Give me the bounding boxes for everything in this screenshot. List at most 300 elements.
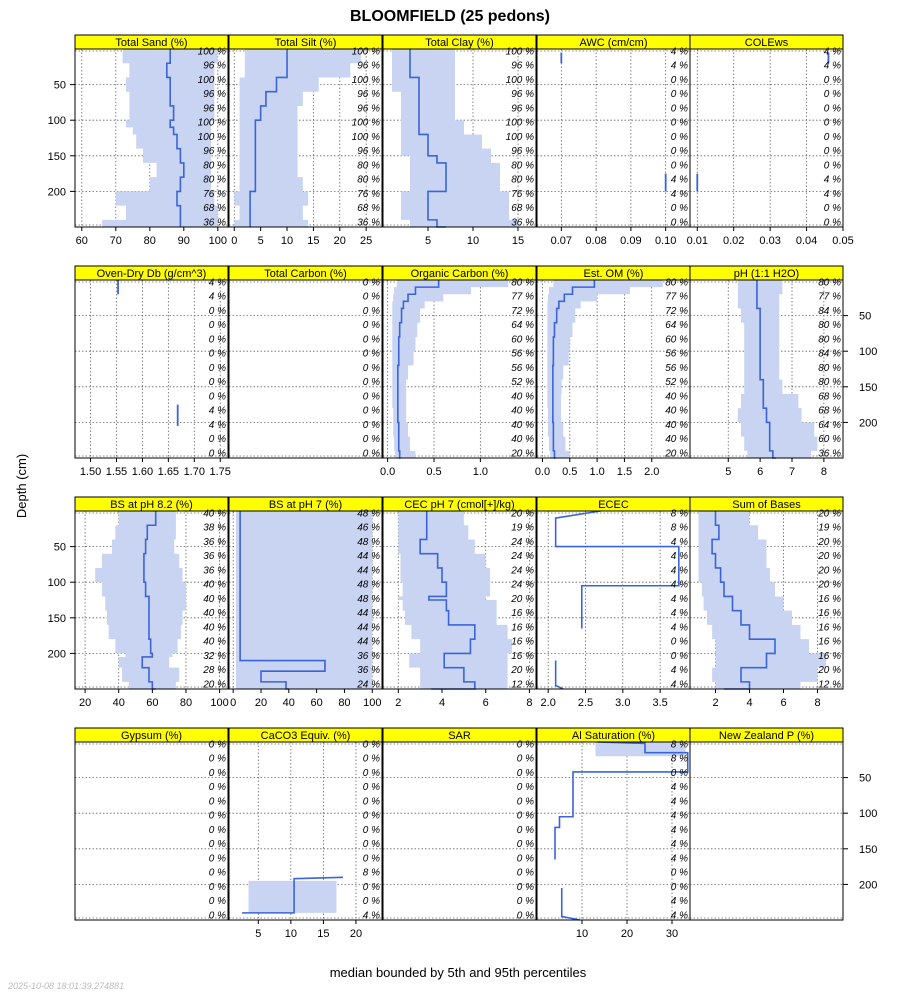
percentile-band-sum-of-bases	[699, 511, 827, 689]
pct-label-total-clay: 96 %	[511, 146, 534, 158]
pct-label-al-saturation: 0 %	[670, 767, 688, 779]
pct-label-total-sand: 76 %	[203, 188, 226, 200]
y-tick-label-left: 50	[53, 79, 66, 92]
pct-label-organic-carbon: 60 %	[511, 334, 534, 346]
y-axis-label: Depth (cm)	[14, 453, 29, 519]
pct-label-est-om: 64 %	[665, 320, 688, 332]
pct-label-awc-cm-cm: 0 %	[670, 203, 688, 215]
panel-frame-total-carbon	[229, 280, 382, 458]
percentile-band-cec-ph-7-cmol-kg	[398, 511, 512, 689]
pct-label-gypsum: 0 %	[208, 753, 226, 765]
x-tick-label-al-saturation: 30	[665, 928, 679, 940]
pct-label-total-clay: 96 %	[511, 89, 534, 101]
timestamp: 2025-10-08 18:01:39.274881	[8, 981, 125, 991]
pct-label-caco3-equiv: 0 %	[362, 824, 380, 836]
x-tick-label-oven-dry-db-g-cm-3: 1.50	[79, 466, 102, 478]
pct-label-awc-cm-cm: 0 %	[670, 131, 688, 143]
pct-label-est-om: 20 %	[665, 448, 688, 460]
pct-label-gypsum: 0 %	[208, 796, 226, 808]
pct-label-sum-of-bases: 16 %	[818, 636, 841, 648]
pct-label-total-clay: 96 %	[511, 103, 534, 115]
pct-label-total-carbon: 0 %	[362, 419, 380, 431]
x-tick-label-awc-cm-cm: 0.07	[550, 235, 573, 247]
percentile-band-caco3-equiv	[249, 881, 337, 913]
pct-label-caco3-equiv: 0 %	[362, 896, 380, 908]
pct-label-total-sand: 96 %	[203, 146, 226, 158]
x-tick-label-ph-1-1-h2o: 6	[757, 466, 764, 478]
pct-label-ecec: 4 %	[670, 622, 688, 634]
strip-label-sum-of-bases: Sum of Bases	[732, 499, 801, 511]
pct-label-awc-cm-cm: 4 %	[670, 174, 688, 186]
pct-label-est-om: 60 %	[665, 334, 688, 346]
pct-label-total-sand: 80 %	[203, 160, 226, 172]
x-tick-label-cec-ph-7-cmol-kg: 2	[395, 697, 402, 709]
x-tick-label-est-om: 1.0	[589, 466, 605, 478]
x-tick-label-est-om: 0.5	[562, 466, 578, 478]
pct-label-cec-ph-7-cmol-kg: 16 %	[511, 622, 534, 634]
pct-label-ph-1-1-h2o: 80 %	[818, 277, 841, 289]
pct-label-al-saturation: 4 %	[670, 824, 688, 836]
pct-label-colews: 4 %	[823, 46, 841, 58]
y-tick-label-left: 50	[53, 541, 66, 554]
pct-label-est-om: 40 %	[665, 405, 688, 417]
percentile-band-ph-1-1-h2o	[738, 280, 818, 458]
pct-label-ecec: 4 %	[670, 608, 688, 620]
pct-label-ph-1-1-h2o: 68 %	[818, 405, 841, 417]
pct-label-total-carbon: 0 %	[362, 434, 380, 446]
pct-label-ecec: 4 %	[670, 579, 688, 591]
percentile-band-total-silt	[234, 49, 361, 227]
pct-label-organic-carbon: 80 %	[511, 277, 534, 289]
pct-label-cec-ph-7-cmol-kg: 24 %	[511, 551, 534, 563]
pct-label-total-carbon: 0 %	[362, 277, 380, 289]
pct-label-colews: 4 %	[823, 174, 841, 186]
pct-label-ph-1-1-h2o: 84 %	[818, 305, 841, 317]
x-tick-label-total-sand: 60	[75, 235, 88, 247]
x-tick-label-ph-1-1-h2o: 8	[820, 466, 827, 478]
pct-label-total-silt: 80 %	[357, 174, 380, 186]
x-tick-label-colews: 0.03	[759, 235, 781, 247]
pct-label-est-om: 72 %	[665, 305, 688, 317]
pct-label-ph-1-1-h2o: 60 %	[818, 434, 841, 446]
pct-label-total-clay: 100 %	[505, 46, 534, 58]
x-tick-label-caco3-equiv: 20	[349, 928, 363, 940]
pct-label-total-clay: 100 %	[505, 117, 534, 129]
pct-label-total-carbon: 0 %	[362, 305, 380, 317]
pct-label-est-om: 52 %	[665, 377, 688, 389]
pct-label-total-silt: 96 %	[357, 89, 380, 101]
pct-label-est-om: 40 %	[665, 434, 688, 446]
pct-label-organic-carbon: 77 %	[511, 291, 534, 303]
strip-label-organic-carbon: Organic Carbon (%)	[410, 268, 509, 280]
pct-label-total-carbon: 0 %	[362, 291, 380, 303]
pct-label-total-sand: 96 %	[203, 60, 226, 72]
pct-label-al-saturation: 4 %	[670, 796, 688, 808]
x-tick-label-cec-ph-7-cmol-kg: 4	[438, 697, 446, 709]
pct-label-al-saturation: 4 %	[670, 896, 688, 908]
pct-label-total-silt: 68 %	[357, 203, 380, 215]
chart-title: BLOOMFIELD (25 pedons)	[350, 8, 550, 25]
y-tick-label-left: 150	[47, 612, 66, 625]
pct-label-ph-1-1-h2o: 80 %	[818, 377, 841, 389]
pct-label-cec-ph-7-cmol-kg: 19 %	[511, 522, 534, 534]
panel-frame-ecec	[537, 511, 690, 689]
x-tick-label-total-sand: 80	[143, 235, 156, 247]
y-tick-label-right: 100	[859, 808, 878, 821]
pct-label-colews: 0 %	[823, 217, 841, 229]
x-tick-label-colews: 0.05	[832, 235, 854, 247]
pct-label-ecec: 0 %	[670, 650, 688, 662]
pct-label-bs-at-ph-7: 48 %	[357, 536, 380, 548]
strip-label-bs-at-ph-7: BS at pH 7 (%)	[268, 499, 343, 511]
pct-label-bs-at-ph-7: 44 %	[357, 565, 380, 577]
pct-label-bs-at-ph-7: 48 %	[357, 579, 380, 591]
pct-label-oven-dry-db-g-cm-3: 0 %	[208, 391, 226, 403]
pct-label-al-saturation: 0 %	[670, 867, 688, 879]
pct-label-bs-at-ph-7: 36 %	[357, 665, 380, 677]
pct-label-cec-ph-7-cmol-kg: 24 %	[511, 579, 534, 591]
strip-label-total-clay: Total Clay (%)	[425, 37, 494, 49]
x-tick-label-ecec: 3.0	[615, 697, 631, 709]
pct-label-sar: 0 %	[516, 767, 534, 779]
pct-label-total-carbon: 0 %	[362, 348, 380, 360]
x-tick-label-al-saturation: 10	[575, 928, 589, 940]
x-tick-label-awc-cm-cm: 0.10	[654, 235, 677, 247]
y-tick-label-left: 200	[47, 186, 66, 199]
pct-label-sar: 0 %	[516, 867, 534, 879]
pct-label-awc-cm-cm: 0 %	[670, 74, 688, 86]
pct-label-bs-at-ph-7: 46 %	[357, 522, 380, 534]
pct-label-caco3-equiv: 0 %	[362, 796, 380, 808]
pct-label-bs-at-ph-7: 44 %	[357, 551, 380, 563]
pct-label-bs-at-ph-8-2: 32 %	[203, 650, 226, 662]
x-tick-label-awc-cm-cm: 0.09	[620, 235, 642, 247]
pct-label-sum-of-bases: 20 %	[818, 536, 841, 548]
pct-label-ph-1-1-h2o: 80 %	[818, 320, 841, 332]
pct-label-ph-1-1-h2o: 68 %	[818, 391, 841, 403]
pct-label-total-sand: 68 %	[203, 203, 226, 215]
pct-label-sum-of-bases: 20 %	[818, 551, 841, 563]
pct-label-bs-at-ph-7: 36 %	[357, 650, 380, 662]
pct-label-organic-carbon: 20 %	[511, 448, 534, 460]
pct-label-total-silt: 100 %	[351, 46, 380, 58]
pct-label-caco3-equiv: 0 %	[362, 739, 380, 751]
pct-label-organic-carbon: 56 %	[511, 348, 534, 360]
panel-frame-awc-cm-cm	[537, 49, 690, 227]
panels-group	[48, 35, 878, 940]
x-tick-label-oven-dry-db-g-cm-3: 1.55	[105, 466, 128, 478]
pct-label-al-saturation: 4 %	[670, 910, 688, 922]
pct-label-total-clay: 96 %	[511, 60, 534, 72]
pct-label-total-sand: 80 %	[203, 174, 226, 186]
pct-label-total-carbon: 0 %	[362, 391, 380, 403]
pct-label-al-saturation: 8 %	[670, 739, 688, 751]
pct-label-total-sand: 100 %	[197, 74, 226, 86]
pct-label-cec-ph-7-cmol-kg: 24 %	[511, 536, 534, 548]
pct-label-organic-carbon: 64 %	[511, 320, 534, 332]
x-tick-label-bs-at-ph-7: 80	[338, 697, 351, 709]
pct-label-oven-dry-db-g-cm-3: 0 %	[208, 305, 226, 317]
pct-label-colews: 0 %	[823, 103, 841, 115]
pct-label-cec-ph-7-cmol-kg: 24 %	[511, 565, 534, 577]
pct-label-ecec: 4 %	[670, 565, 688, 577]
pct-label-gypsum: 0 %	[208, 767, 226, 779]
pct-label-gypsum: 0 %	[208, 839, 226, 851]
pct-label-oven-dry-db-g-cm-3: 0 %	[208, 334, 226, 346]
y-tick-label-right: 50	[859, 310, 872, 323]
pct-label-total-sand: 100 %	[197, 117, 226, 129]
panel-frame-gypsum	[75, 742, 228, 920]
pct-label-sum-of-bases: 19 %	[818, 522, 841, 534]
pct-label-cec-ph-7-cmol-kg: 16 %	[511, 650, 534, 662]
pct-label-total-silt: 100 %	[351, 74, 380, 86]
pct-label-ph-1-1-h2o: 84 %	[818, 348, 841, 360]
y-tick-label-right: 150	[859, 381, 878, 394]
pct-label-total-silt: 96 %	[357, 146, 380, 158]
x-tick-label-bs-at-ph-7: 60	[310, 697, 323, 709]
strip-label-awc-cm-cm: AWC (cm/cm)	[579, 37, 648, 49]
y-tick-label-right: 100	[859, 346, 878, 359]
median-line-al-saturation	[562, 888, 580, 920]
pct-label-ph-1-1-h2o: 36 %	[818, 448, 841, 460]
pct-label-colews: 4 %	[823, 60, 841, 72]
x-tick-label-bs-at-ph-8-2: 20	[78, 697, 92, 709]
y-tick-label-right: 200	[859, 417, 878, 430]
pct-label-oven-dry-db-g-cm-3: 4 %	[208, 277, 226, 289]
strip-label-gypsum: Gypsum (%)	[120, 730, 183, 742]
pct-label-total-silt: 76 %	[357, 188, 380, 200]
pct-label-ecec: 4 %	[670, 593, 688, 605]
pct-label-caco3-equiv: 0 %	[362, 881, 380, 893]
x-tick-label-colews: 0.04	[795, 235, 818, 247]
pct-label-sar: 0 %	[516, 853, 534, 865]
panel-frame-al-saturation	[537, 742, 690, 920]
pct-label-ecec: 8 %	[670, 508, 688, 520]
x-tick-label-bs-at-ph-7: 40	[282, 697, 295, 709]
pct-label-caco3-equiv: 0 %	[362, 767, 380, 779]
pct-label-oven-dry-db-g-cm-3: 0 %	[208, 362, 226, 374]
percentile-band-bs-at-ph-7	[236, 511, 372, 689]
pct-label-bs-at-ph-7: 48 %	[357, 508, 380, 520]
x-tick-label-total-silt: 10	[280, 235, 294, 247]
pct-label-oven-dry-db-g-cm-3: 0 %	[208, 434, 226, 446]
pct-label-sum-of-bases: 20 %	[818, 565, 841, 577]
percentile-band-bs-at-ph-8-2	[95, 511, 186, 689]
pct-label-gypsum: 0 %	[208, 824, 226, 836]
x-tick-label-bs-at-ph-7: 0	[230, 697, 237, 709]
pct-label-total-sand: 100 %	[197, 46, 226, 58]
y-tick-label-left: 150	[47, 150, 66, 163]
pct-label-organic-carbon: 40 %	[511, 434, 534, 446]
pct-label-sum-of-bases: 16 %	[818, 622, 841, 634]
pct-label-colews: 4 %	[823, 188, 841, 200]
pct-label-cec-ph-7-cmol-kg: 16 %	[511, 636, 534, 648]
x-tick-label-awc-cm-cm: 0.08	[585, 235, 607, 247]
x-tick-label-total-silt: 25	[360, 235, 373, 247]
pct-label-caco3-equiv: 0 %	[362, 810, 380, 822]
x-tick-label-oven-dry-db-g-cm-3: 1.70	[183, 466, 205, 478]
pct-label-al-saturation: 4 %	[670, 782, 688, 794]
pct-label-bs-at-ph-8-2: 36 %	[203, 536, 226, 548]
pct-label-oven-dry-db-g-cm-3: 0 %	[208, 320, 226, 332]
x-tick-label-bs-at-ph-8-2: 100	[210, 697, 229, 709]
pct-label-bs-at-ph-7: 44 %	[357, 622, 380, 634]
pct-label-caco3-equiv: 8 %	[362, 867, 380, 879]
pct-label-total-carbon: 0 %	[362, 448, 380, 460]
pct-label-organic-carbon: 56 %	[511, 362, 534, 374]
pct-label-bs-at-ph-7: 24 %	[357, 679, 380, 691]
y-tick-label-left: 200	[47, 648, 66, 661]
pct-label-sum-of-bases: 16 %	[818, 650, 841, 662]
strip-label-cec-ph-7-cmol-kg: CEC pH 7 (cmol[+]/kg)	[404, 499, 515, 511]
pct-label-awc-cm-cm: 0 %	[670, 146, 688, 158]
pct-label-colews: 0 %	[823, 117, 841, 129]
x-tick-label-total-silt: 15	[307, 235, 320, 247]
x-tick-label-bs-at-ph-7: 100	[363, 697, 382, 709]
pct-label-est-om: 40 %	[665, 419, 688, 431]
x-tick-label-organic-carbon: 0.5	[426, 466, 442, 478]
pct-label-awc-cm-cm: 4 %	[670, 60, 688, 72]
pct-label-caco3-equiv: 4 %	[362, 910, 380, 922]
panel-frame-sar	[383, 742, 536, 920]
pct-label-gypsum: 0 %	[208, 910, 226, 922]
x-tick-label-total-silt: 5	[257, 235, 264, 247]
pct-label-sar: 0 %	[516, 896, 534, 908]
x-tick-label-ph-1-1-h2o: 7	[788, 466, 796, 478]
pct-label-sum-of-bases: 12 %	[818, 679, 841, 691]
pct-label-ph-1-1-h2o: 77 %	[818, 291, 841, 303]
strip-label-est-om: Est. OM (%)	[583, 268, 644, 280]
pct-label-bs-at-ph-8-2: 40 %	[203, 622, 226, 634]
strip-label-ph-1-1-h2o: pH (1:1 H2O)	[733, 268, 800, 280]
median-line-ecec	[556, 661, 563, 689]
pct-label-al-saturation: 0 %	[670, 881, 688, 893]
percentile-band-organic-carbon	[392, 280, 508, 458]
pct-label-total-sand: 36 %	[203, 217, 226, 229]
pct-label-al-saturation: 4 %	[670, 810, 688, 822]
x-tick-label-sum-of-bases: 4	[746, 697, 753, 709]
pct-label-colews: 0 %	[823, 203, 841, 215]
pct-label-cec-ph-7-cmol-kg: 20 %	[511, 665, 534, 677]
pct-label-total-silt: 36 %	[357, 217, 380, 229]
pct-label-est-om: 40 %	[665, 391, 688, 403]
x-tick-label-organic-carbon: 1.0	[472, 466, 489, 478]
x-tick-label-oven-dry-db-g-cm-3: 1.65	[157, 466, 180, 478]
pct-label-gypsum: 0 %	[208, 867, 226, 879]
x-tick-label-cec-ph-7-cmol-kg: 6	[482, 697, 489, 709]
pct-label-total-silt: 80 %	[357, 160, 380, 172]
pct-label-bs-at-ph-8-2: 20 %	[203, 679, 226, 691]
pct-label-gypsum: 0 %	[208, 881, 226, 893]
pct-label-bs-at-ph-7: 44 %	[357, 636, 380, 648]
pct-label-oven-dry-db-g-cm-3: 0 %	[208, 377, 226, 389]
pct-label-sum-of-bases: 20 %	[818, 508, 841, 520]
pct-label-total-sand: 96 %	[203, 89, 226, 101]
x-tick-label-colews: 0.02	[723, 235, 745, 247]
pct-label-organic-carbon: 72 %	[511, 305, 534, 317]
x-axis-label: median bounded by 5th and 95th percentiles	[329, 965, 587, 980]
pct-label-oven-dry-db-g-cm-3: 4 %	[208, 405, 226, 417]
panel-frame-new-zealand-p	[690, 742, 843, 920]
pct-label-ph-1-1-h2o: 80 %	[818, 334, 841, 346]
x-tick-label-bs-at-ph-8-2: 80	[179, 697, 193, 709]
x-tick-label-sum-of-bases: 6	[780, 697, 787, 709]
x-tick-label-caco3-equiv: 15	[317, 928, 330, 940]
x-tick-label-total-clay: 5	[424, 235, 432, 247]
x-tick-label-bs-at-ph-7: 20	[254, 697, 268, 709]
pct-label-sar: 0 %	[516, 796, 534, 808]
strip-label-sar: SAR	[448, 730, 471, 742]
pct-label-oven-dry-db-g-cm-3: 0 %	[208, 348, 226, 360]
x-tick-label-total-sand: 100	[208, 235, 227, 247]
pct-label-total-carbon: 0 %	[362, 362, 380, 374]
percentile-band-total-clay	[392, 49, 518, 227]
strip-label-total-sand: Total Sand (%)	[115, 37, 188, 49]
pct-label-bs-at-ph-8-2: 38 %	[203, 522, 226, 534]
pct-label-total-silt: 96 %	[357, 103, 380, 115]
pct-label-est-om: 80 %	[665, 277, 688, 289]
strip-label-total-silt: Total Silt (%)	[274, 37, 337, 49]
pct-label-colews: 0 %	[823, 131, 841, 143]
pct-label-bs-at-ph-8-2: 40 %	[203, 608, 226, 620]
pct-label-bs-at-ph-7: 44 %	[357, 608, 380, 620]
y-tick-label-right: 50	[859, 772, 872, 785]
pct-label-total-clay: 80 %	[511, 174, 534, 186]
pct-label-organic-carbon: 40 %	[511, 405, 534, 417]
x-tick-label-ecec: 3.5	[652, 697, 668, 709]
pct-label-total-sand: 100 %	[197, 131, 226, 143]
pct-label-cec-ph-7-cmol-kg: 20 %	[511, 593, 534, 605]
pct-label-total-clay: 100 %	[505, 74, 534, 86]
pct-label-al-saturation: 4 %	[670, 853, 688, 865]
pct-label-total-carbon: 0 %	[362, 405, 380, 417]
pct-label-gypsum: 0 %	[208, 810, 226, 822]
pct-label-sum-of-bases: 20 %	[818, 579, 841, 591]
pct-label-sum-of-bases: 20 %	[818, 665, 841, 677]
pct-label-caco3-equiv: 0 %	[362, 839, 380, 851]
pct-label-caco3-equiv: 0 %	[362, 782, 380, 794]
x-tick-label-colews: 0.01	[686, 235, 708, 247]
x-tick-label-oven-dry-db-g-cm-3: 1.75	[209, 466, 231, 478]
pct-label-total-clay: 80 %	[511, 160, 534, 172]
pct-label-sum-of-bases: 16 %	[818, 608, 841, 620]
pct-label-est-om: 77 %	[665, 291, 688, 303]
x-tick-label-caco3-equiv: 5	[255, 928, 262, 940]
pct-label-gypsum: 0 %	[208, 896, 226, 908]
x-tick-label-al-saturation: 20	[620, 928, 634, 940]
pct-label-ecec: 4 %	[670, 551, 688, 563]
strip-label-al-saturation: Al Saturation (%)	[571, 730, 656, 742]
pct-label-sar: 0 %	[516, 910, 534, 922]
x-tick-label-est-om: 2.0	[644, 466, 660, 478]
pct-label-bs-at-ph-8-2: 40 %	[203, 636, 226, 648]
x-tick-label-sum-of-bases: 8	[814, 697, 821, 709]
strip-label-new-zealand-p: New Zealand P (%)	[718, 730, 815, 742]
pct-label-bs-at-ph-8-2: 36 %	[203, 565, 226, 577]
pct-label-cec-ph-7-cmol-kg: 20 %	[511, 508, 534, 520]
pct-label-gypsum: 0 %	[208, 782, 226, 794]
x-tick-label-bs-at-ph-8-2: 40	[112, 697, 125, 709]
pct-label-total-carbon: 0 %	[362, 334, 380, 346]
pct-label-oven-dry-db-g-cm-3: 4 %	[208, 419, 226, 431]
pct-label-awc-cm-cm: 0 %	[670, 117, 688, 129]
x-tick-label-ecec: 2.5	[577, 697, 594, 709]
pct-label-awc-cm-cm: 4 %	[670, 188, 688, 200]
x-tick-label-total-clay: 15	[511, 235, 525, 247]
x-tick-label-ecec: 2.0	[540, 697, 556, 709]
pct-label-sum-of-bases: 16 %	[818, 593, 841, 605]
pct-label-oven-dry-db-g-cm-3: 4 %	[208, 291, 226, 303]
